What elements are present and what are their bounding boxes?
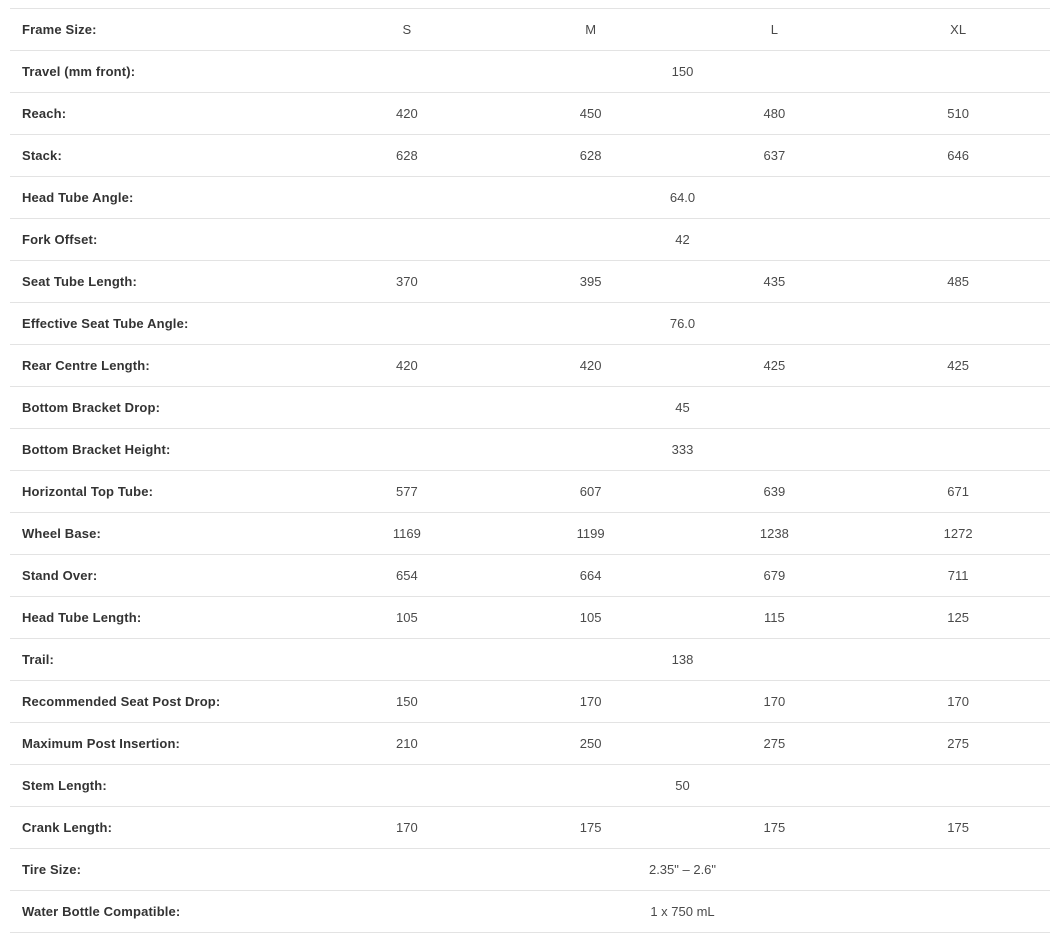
row-value-l: 1238	[759, 526, 789, 541]
row-label: Water Bottle Compatible:	[22, 904, 181, 919]
row-label: Effective Seat Tube Angle:	[22, 316, 189, 331]
row-value-all-sizes: 1 x 750 mL	[650, 904, 715, 919]
row-value-xl: 170	[947, 694, 969, 709]
size-header-xl: XL	[950, 22, 967, 37]
row-value-l: 679	[763, 568, 786, 583]
row-value-m: 1199	[576, 526, 605, 541]
row-value-all-sizes: 76.0	[669, 316, 696, 331]
row-value-s: 628	[396, 148, 418, 163]
row-value-all-sizes: 45	[675, 400, 690, 415]
row-value-m: 420	[579, 358, 602, 373]
row-label: Stem Length:	[22, 778, 107, 793]
row-label: Tire Size:	[22, 862, 82, 877]
row-label: Seat Tube Length:	[22, 274, 137, 289]
row-label: Trail:	[22, 652, 54, 667]
table-row	[10, 51, 1050, 93]
row-label: Crank Length:	[22, 820, 113, 835]
table-row	[10, 387, 1050, 429]
row-value-s: 1169	[392, 526, 421, 541]
geometry-table-body	[10, 9, 1050, 933]
row-value-l: 425	[763, 358, 786, 373]
row-value-xl: 175	[947, 820, 969, 835]
table-row	[10, 345, 1050, 387]
table-row	[10, 303, 1050, 345]
row-label: Horizontal Top Tube:	[22, 484, 154, 499]
table-row	[10, 513, 1050, 555]
row-value-m: 607	[579, 484, 602, 499]
row-value-s: 577	[396, 484, 418, 499]
row-label: Travel (mm front):	[22, 64, 136, 79]
row-value-xl: 485	[947, 274, 969, 289]
row-label: Wheel Base:	[22, 526, 101, 541]
table-row	[10, 261, 1050, 303]
row-value-xl: 1272	[943, 526, 973, 541]
row-value-xl: 510	[947, 106, 969, 121]
size-header-m: M	[585, 22, 597, 37]
table-row	[10, 891, 1050, 933]
row-label: Reach:	[22, 106, 67, 121]
row-label: Recommended Seat Post Drop:	[22, 694, 221, 709]
row-value-l: 435	[763, 274, 786, 289]
row-value-all-sizes: 150	[671, 64, 694, 79]
row-label: Fork Offset:	[22, 232, 98, 247]
geometry-table	[10, 8, 1050, 933]
row-value-m: 450	[579, 106, 602, 121]
table-row	[10, 639, 1050, 681]
row-label: Bottom Bracket Height:	[22, 442, 171, 457]
row-value-m: 628	[579, 148, 602, 163]
row-value-m: 664	[579, 568, 602, 583]
row-value-l: 175	[763, 820, 786, 835]
row-label: Maximum Post Insertion:	[22, 736, 181, 751]
row-value-m: 250	[579, 736, 602, 751]
row-value-all-sizes: 42	[675, 232, 690, 247]
row-value-s: 420	[396, 106, 418, 121]
table-row	[10, 597, 1050, 639]
row-value-s: 170	[396, 820, 418, 835]
row-value-all-sizes: 64.0	[669, 190, 696, 205]
row-label: Head Tube Length:	[22, 610, 142, 625]
table-row	[10, 555, 1050, 597]
row-value-l: 115	[764, 610, 785, 625]
row-value-xl: 671	[947, 484, 969, 499]
row-value-m: 105	[579, 610, 602, 625]
row-value-xl: 711	[947, 568, 969, 583]
table-row	[10, 681, 1050, 723]
row-value-all-sizes: 138	[671, 652, 694, 667]
table-row	[10, 177, 1050, 219]
row-value-m: 175	[579, 820, 602, 835]
table-row	[10, 807, 1050, 849]
row-value-s: 150	[396, 694, 418, 709]
row-label: Stand Over:	[22, 568, 98, 583]
row-value-s: 420	[396, 358, 418, 373]
row-value-l: 170	[763, 694, 786, 709]
table-row	[10, 219, 1050, 261]
table-row	[10, 723, 1050, 765]
row-label: Rear Centre Length:	[22, 358, 150, 373]
row-value-l: 637	[763, 148, 786, 163]
header-label: Frame Size:	[22, 22, 97, 37]
row-value-s: 210	[396, 736, 418, 751]
row-value-all-sizes: 2.35" – 2.6"	[648, 862, 717, 877]
row-label: Stack:	[22, 148, 62, 163]
table-row	[10, 429, 1050, 471]
row-value-xl: 275	[947, 736, 969, 751]
size-header-s: S	[402, 22, 412, 37]
row-value-s: 370	[396, 274, 418, 289]
row-value-xl: 425	[947, 358, 969, 373]
table-row	[10, 135, 1050, 177]
table-row	[10, 93, 1050, 135]
row-label: Bottom Bracket Drop:	[22, 400, 161, 415]
row-label: Head Tube Angle:	[22, 190, 134, 205]
row-value-m: 170	[579, 694, 602, 709]
table-row	[10, 471, 1050, 513]
table-row	[10, 849, 1050, 891]
size-header-l: L	[770, 22, 778, 37]
row-value-s: 105	[396, 610, 418, 625]
row-value-l: 275	[763, 736, 786, 751]
row-value-xl: 646	[947, 148, 969, 163]
row-value-all-sizes: 333	[671, 442, 694, 457]
table-row	[10, 765, 1050, 807]
row-value-all-sizes: 50	[675, 778, 690, 793]
row-value-s: 654	[396, 568, 418, 583]
row-value-xl: 125	[947, 610, 969, 625]
row-value-m: 395	[579, 274, 602, 289]
row-value-l: 639	[763, 484, 786, 499]
row-value-l: 480	[763, 106, 786, 121]
table-header-row	[10, 9, 1050, 51]
